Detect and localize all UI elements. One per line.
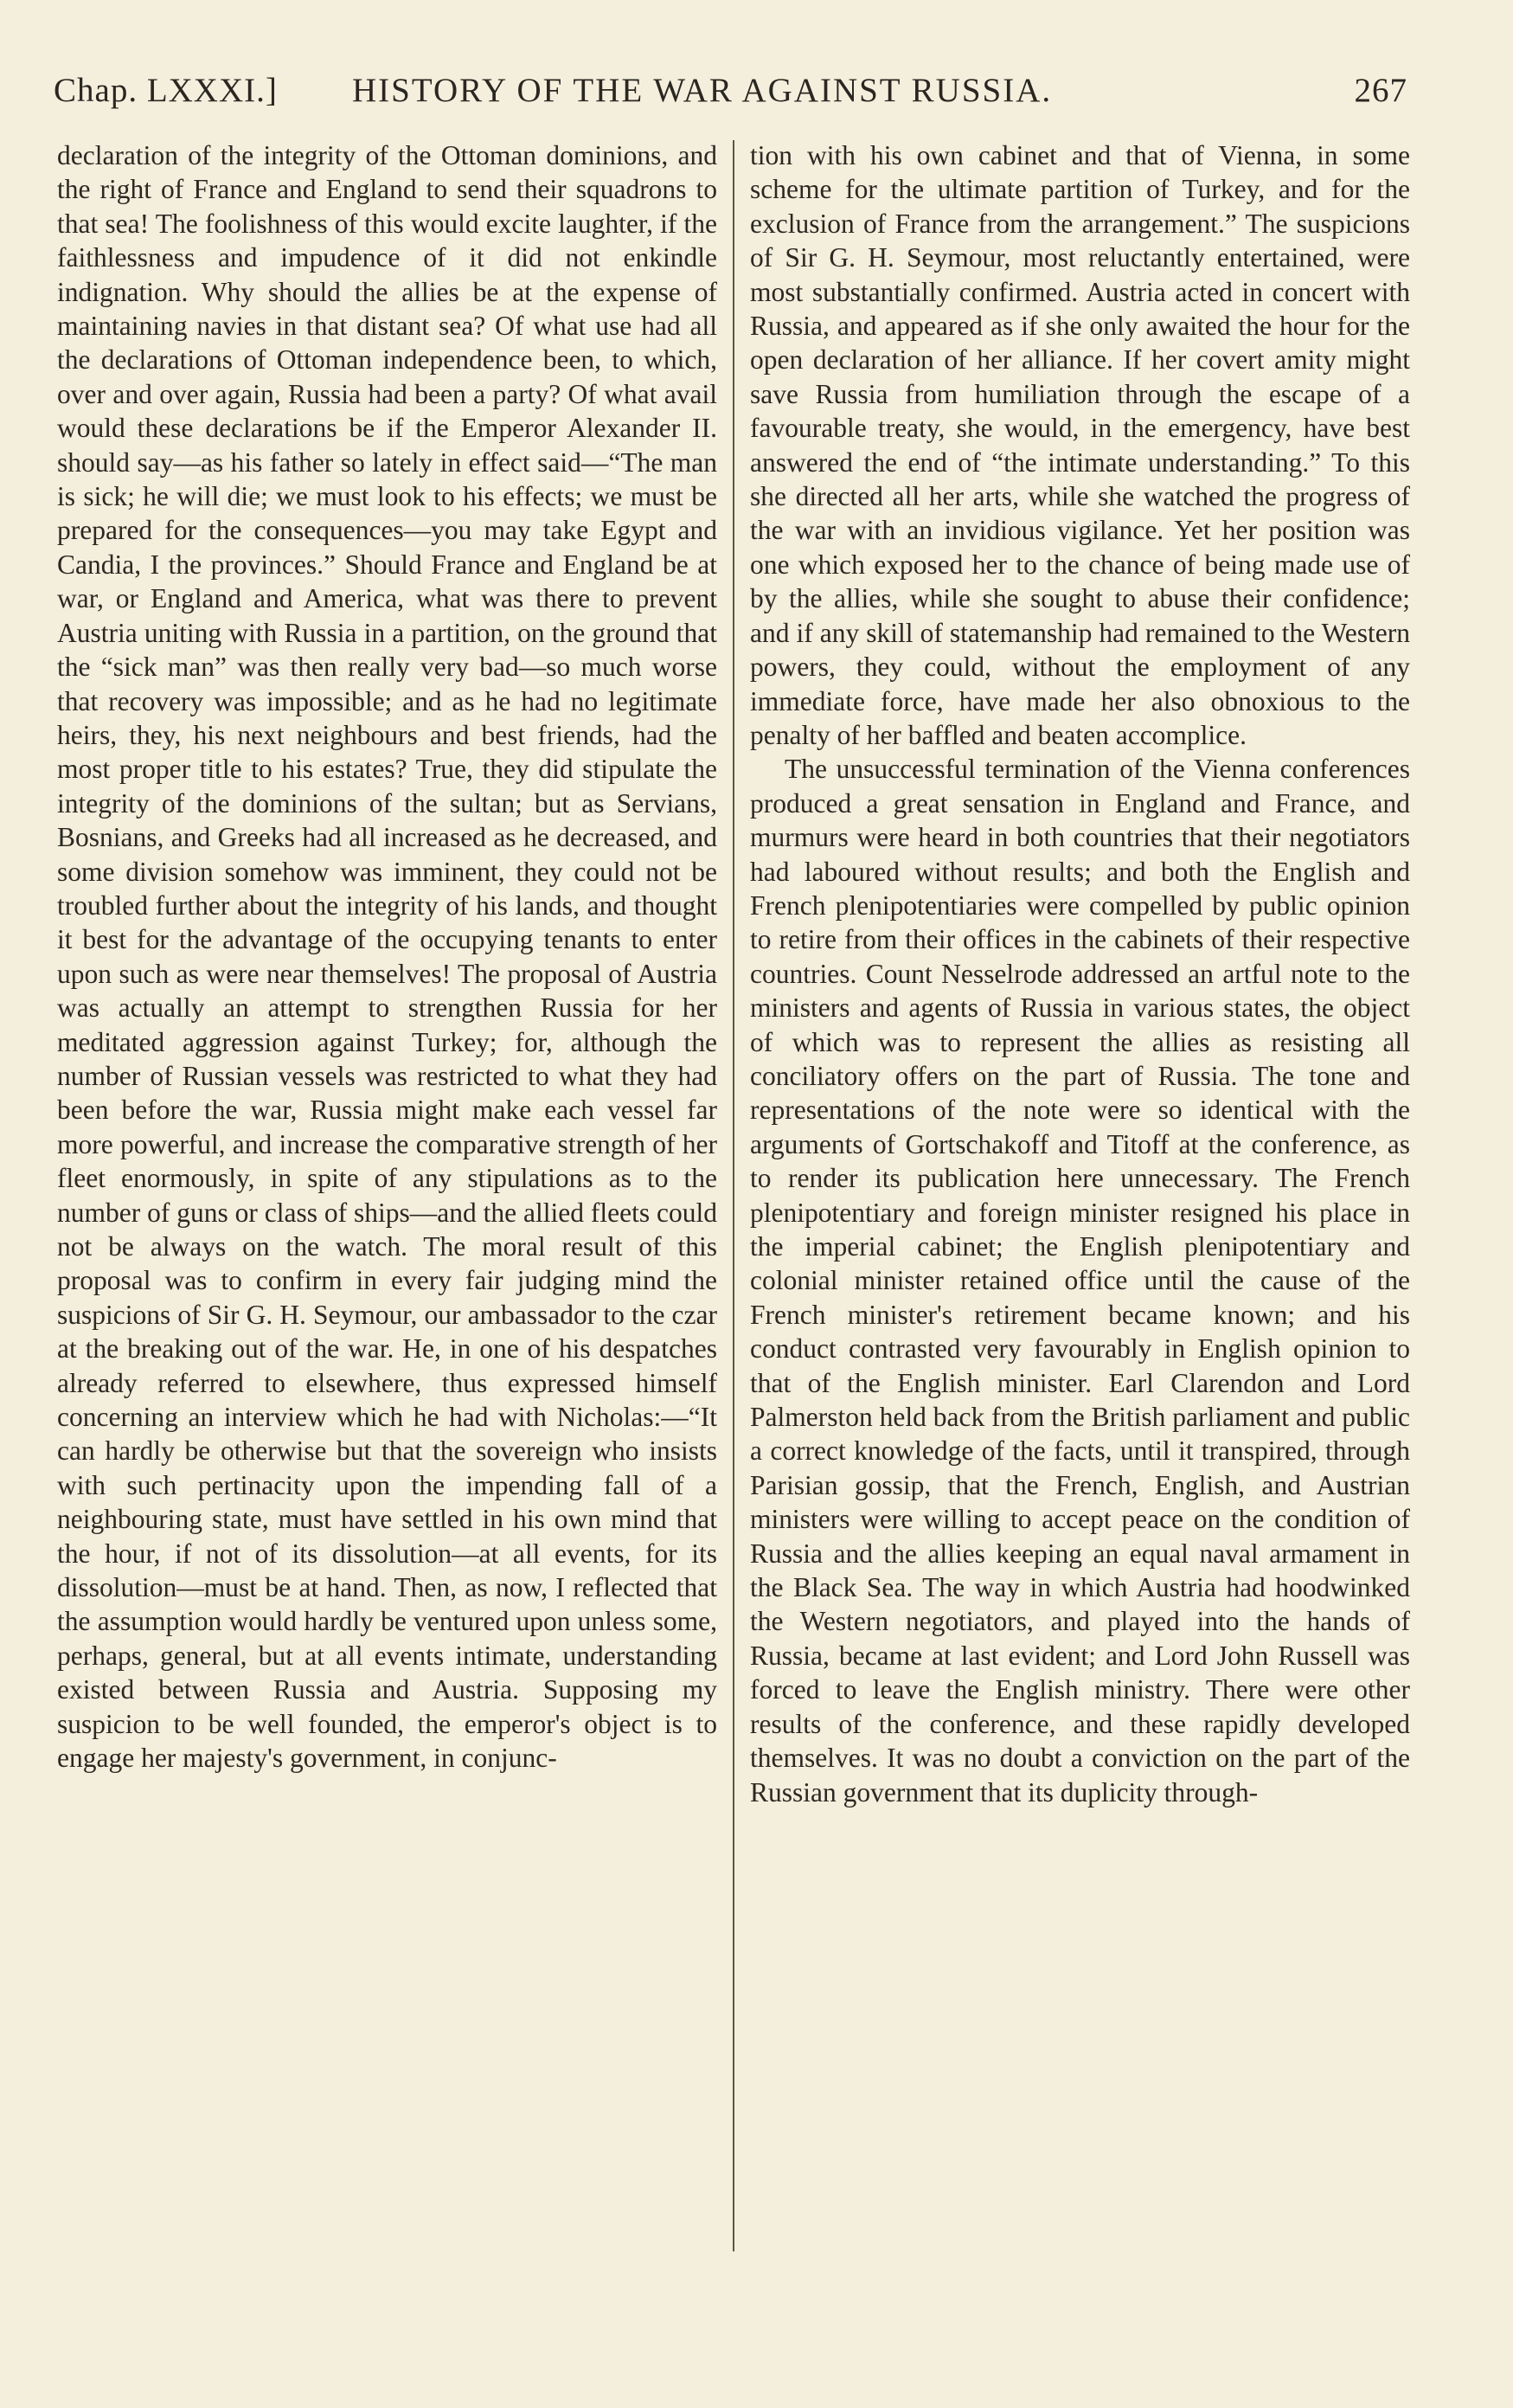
column-divider	[733, 140, 734, 2251]
chapter-label: Chap. LXXXI.]	[54, 72, 278, 109]
page-number: 267	[1354, 72, 1407, 109]
paragraph: declaration of the integrity of the Ottoman dominions, and the right of France and England to send their squadrons to that sea! The foolishness of this would excite laughter, if the faithlessness and impudence of it did not enkindle indignation. Why should the allies be at the expense of maintaining navies in that distant sea? Of what use had all the declarations of Ottoman independence been, to which, over and over again, Russia had been a party? Of what avail would these declarations be if the Emperor Alexander II. should say—as his father so lately in effect said—“The man is sick; he will die; we must look to his effects; we must be prepared for the consequences—you may take Egypt and Candia, I the provinces.” Should France and England be at war, or England and America, what was there to prevent Austria uniting with Russia in a partition, on the ground that the “sick man” was then really very bad—so much worse that recovery was impossible; and as he had no legitimate heirs, they, his next neighbours and best friends, had the most proper title to his estates? True, they did stipulate the integrity of the dominions of the sultan; but as Servians, Bosnians, and Greeks had all increased as he decreased, and some division somehow was imminent, they could not be troubled further about the integrity of his lands, and thought it best for the advantage of the occupying tenants to enter upon such as were near themselves! The proposal of Austria was actually an attempt to strengthen Russia for her meditated aggression against Turkey; for, although the number of Russian vessels was restricted to what they had been before the war, Russia might make each vessel far more powerful, and increase the comparative strength of her fleet enormously, in spite of any stipulations as to the number of guns or class of ships—and the allied fleets could not be always on the watch. The moral result of this proposal was to confirm in every fair judging mind the suspicions of Sir G. H. Seymour, our ambassador to the czar at the breaking out of the war. He, in one of his despatches already referred to elsewhere, thus expressed himself concerning an interview which he had with Nicholas:—“It can hardly be otherwise but that the sovereign who insists with such pertinacity upon the impending fall of a neighbouring state, must have settled in his own mind that the hour, if not of its dissolution—at all events, for its dissolution—must be at hand. Then, as now, I reflected that the assumption would hardly be ventured upon unless some, perhaps, general, but at all events intimate, understanding existed between Russia and Austria. Supposing my suspicion to be well founded, the emperor's object is to engage her majesty's government, in conjunc-	[57, 140, 717, 1774]
paragraph: The unsuccessful termination of the Vienna conferences produced a great sensation in England and France, and murmurs were heard in both countries that their negotiators had laboured without results; and both the English and French plenipotentiaries were compelled by public opinion to retire from their offices in the cabinets of their respective countries. Count Nesselrode addressed an artful note to the ministers and agents of Russia in various states, the object of which was to represent the allies as resisting all conciliatory offers on the part of Russia. The tone and representations of the note were so identical with the arguments of Gortschakoff and Titoff at the conference, as to render its publication here unnecessary. The French plenipotentiary and foreign minister resigned his place in the imperial cabinet; the English plenipotentiary and colonial minister retained office until the cause of the French minister's retirement became known; and his conduct contrasted very favourably in English opinion to that of the English minister. Earl Clarendon and Lord Palmerston held back from the British parliament and public a correct knowledge of the facts, until it transpired, through Parisian gossip, that the French, English, and Austrian ministers were willing to accept peace on the condition of Russia and the allies keeping an equal naval armament in the Black Sea. The way in which Austria had hoodwinked the Western negotiators, and played into the hands of Russia, became at last evident; and Lord John Russell was forced to leave the English ministry. There were other results of the conference, and these rapidly developed themselves. It was no doubt a conviction on the part of the Russian government that its duplicity through-	[750, 754, 1410, 1808]
running-head	[54, 71, 1407, 125]
right-text-column	[750, 138, 1410, 1809]
running-title: HISTORY OF THE WAR AGAINST RUSSIA.	[352, 72, 1053, 109]
paragraph: tion with his own cabinet and that of Vienna, in some scheme for the ultimate partition of Turkey, and for the exclusion of France from the arrangement.” The suspicions of Sir G. H. Seymour, most reluctantly entertained, were most substantially confirmed. Austria acted in concert with Russia, and appeared as if she only awaited the hour for the open declaration of her alliance. If her covert amity might save Russia from humiliation through the escape of a favourable treaty, she would, in the emergency, have best answered the end of “the intimate understanding.” To this she directed all her arts, while she watched the progress of the war with an invidious vigilance. Yet her position was one which exposed her to the chance of being made use of by the allies, while she sought to abuse their confidence; and if any skill of statemanship had remained to the Western powers, they could, without the employment of any immediate force, have made her also obnoxious to the penalty of her baffled and beaten accomplice.	[750, 140, 1410, 750]
left-text-column	[57, 138, 717, 1775]
